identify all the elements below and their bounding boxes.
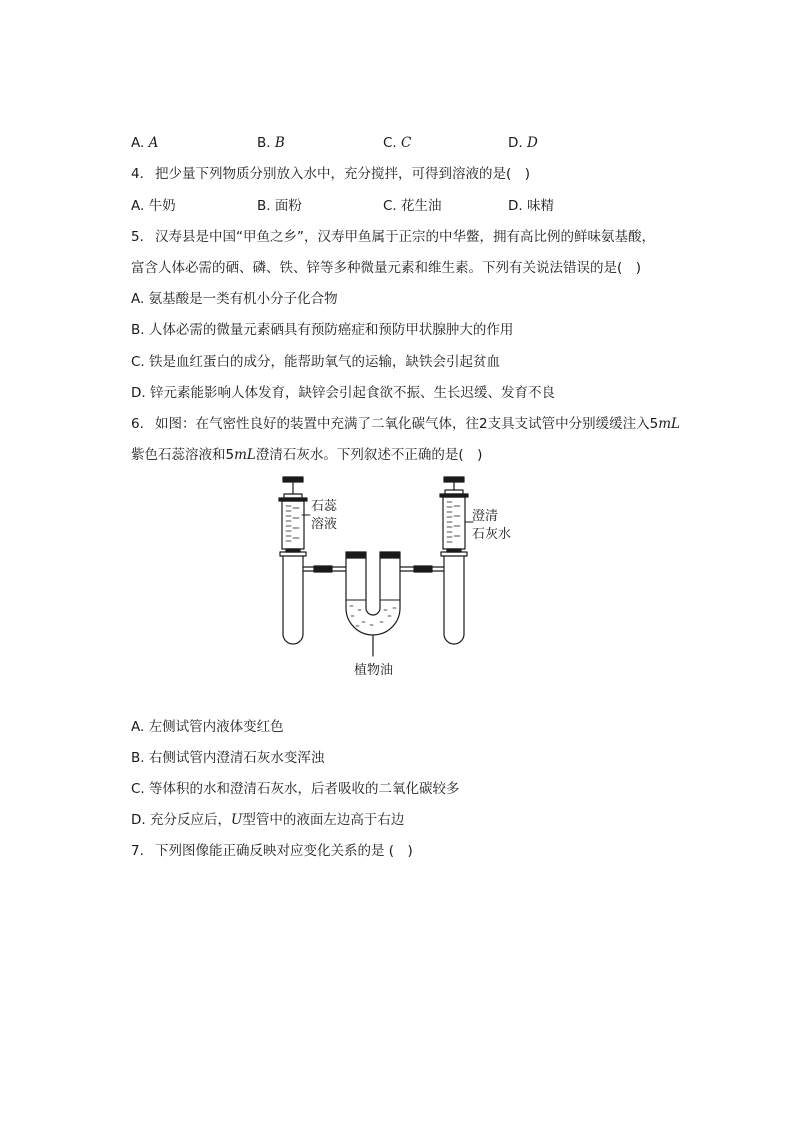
label-litmus-line2: 溶液	[311, 517, 338, 532]
u-tube	[346, 552, 400, 656]
q3-options	[131, 133, 631, 153]
label-limewater-line2: 石灰水	[472, 527, 512, 542]
right-test-tube	[400, 552, 467, 644]
q3-option-d: D. D	[508, 135, 538, 151]
q7-stem: 7. 下列图像能正确反映对应变化关系的是 ( )	[131, 843, 413, 859]
q4-option-a: A. 牛奶	[131, 198, 176, 214]
q5-option-c: C. 铁是血红蛋白的成分，能帮助氧气的运输，缺铁会引起贫血	[131, 354, 501, 370]
q5-stem-line1: 5. 汉寿县是中国“甲鱼之乡”，汉寿甲鱼属于正宗的中华鳖，拥有高比例的鲜味氨基酸，	[131, 229, 655, 245]
q3-option-c: C. C	[383, 135, 412, 151]
q4-option-c: C. 花生油	[383, 198, 442, 214]
q6-option-c: C. 等体积的水和澄清石灰水，后者吸收的二氧化碳较多	[131, 781, 460, 797]
q6-stem-line2: 紫色石蕊溶液和5mL澄清石灰水。下列叙述不正确的是( )	[131, 447, 483, 463]
q5-option-b: B. 人体必需的微量元素硒具有预防癌症和预防甲状腺肿大的作用	[131, 322, 514, 338]
label-litmus-line1: 石蕊	[311, 499, 338, 514]
left-syringe	[279, 477, 307, 552]
label-vegetable-oil: 植物油	[354, 663, 394, 678]
q4-options	[131, 196, 631, 216]
q5-option-d: D. 锌元素能影响人体发育，缺锌会引起食欲不振、生长迟缓、发育不良	[131, 385, 555, 401]
q6-stem-line1: 6. 如图：在气密性良好的装置中充满了二氧化碳气体，往2支具支试管中分别缓缓注入5mL	[131, 416, 680, 432]
q5-option-a: A. 氨基酸是一类有机小分子化合物	[131, 291, 338, 307]
q4-option-d: D. 味精	[508, 198, 554, 214]
label-limewater-line1: 澄清	[472, 509, 499, 524]
left-test-tube	[280, 552, 346, 644]
q4-option-b: B. 面粉	[257, 198, 302, 214]
q6-option-b: B. 右侧试管内澄清石灰水变浑浊	[131, 750, 325, 766]
apparatus-diagram	[266, 470, 528, 680]
q6-option-a: A. 左侧试管内液体变红色	[131, 719, 284, 735]
q6-option-d: D. 充分反应后，U型管中的液面左边高于右边	[131, 812, 405, 828]
q5-stem-line2: 富含人体必需的硒、磷、铁、锌等多种微量元素和维生素。下列有关说法错误的是( )	[131, 260, 642, 276]
right-syringe	[440, 477, 468, 552]
q3-option-b: B. B	[257, 135, 285, 151]
q4-stem: 4. 把少量下列物质分别放入水中，充分搅拌，可得到溶液的是( )	[131, 166, 531, 182]
q3-option-a: A. A	[131, 135, 159, 151]
